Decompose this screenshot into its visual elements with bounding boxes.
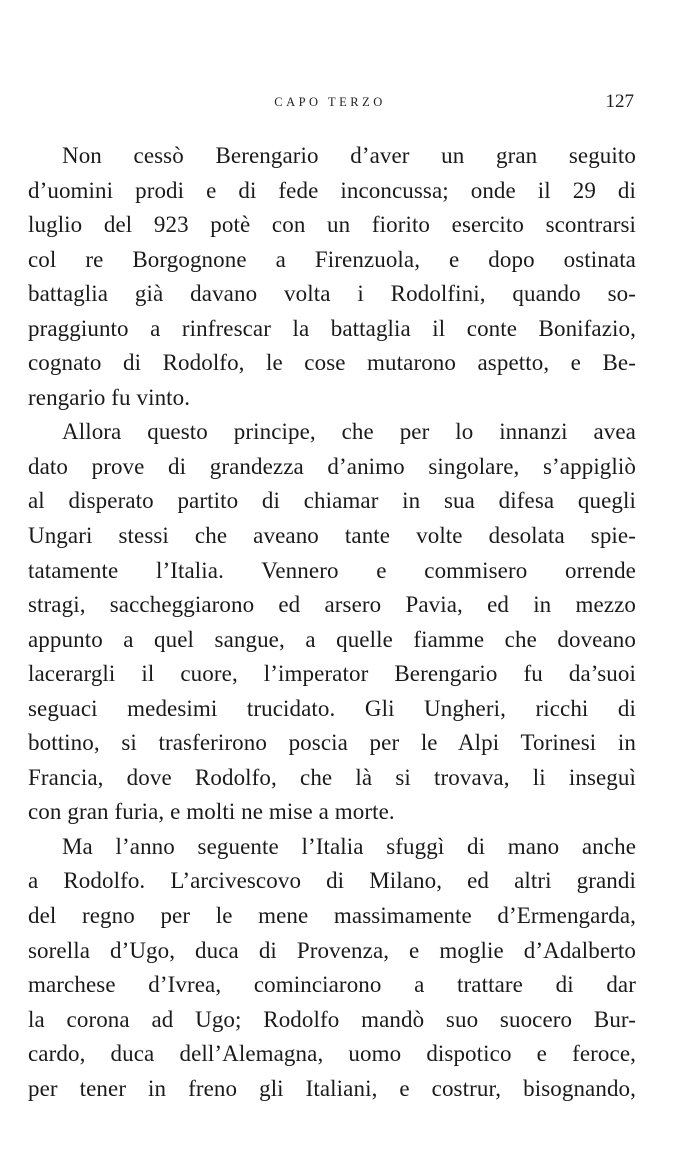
text-line: per tener in freno gli Italiani, e costrur, bisognando, <box>28 1075 636 1101</box>
text-line: Non cessò Berengario d’aver un gran seguito <box>62 143 636 168</box>
text-line: lacerargli il cuore, l’imperator Berengario fu da’suoi <box>28 661 636 687</box>
text-line: cognato di Rodolfo, le cose mutarono aspetto, e Be- <box>28 350 636 376</box>
text-line: d’uomini prodi e di fede inconcussa; onde il 29 di <box>28 177 636 203</box>
text-line: seguaci medesimi trucidato. Gli Ungheri, ricchi di <box>28 695 636 721</box>
text-line: tatamente l’Italia. Vennero e commisero orrende <box>28 557 636 583</box>
text-line: sorella d’Ugo, duca di Provenza, e moglie d’Adalberto <box>28 937 636 963</box>
text-line: del regno per le mene massimamente d’Ermengarda, <box>28 903 636 929</box>
text-line: battaglia già davano volta i Rodolfini, quando so- <box>28 281 636 307</box>
text-line: Ungari stessi che aveano tante volte desolata spie- <box>28 523 636 549</box>
text-line: luglio del 923 potè con un fiorito esercito scontrarsi <box>28 212 636 238</box>
page-number: 127 <box>605 91 634 112</box>
text-line: praggiunto a rinfrescar la battaglia il conte Bonifazio, <box>28 315 636 341</box>
text-line: bottino, si trasferirono poscia per le Alpi Torinesi in <box>28 730 636 756</box>
text-line: Ma l’anno seguente l’Italia sfuggì di mano anche <box>62 833 636 859</box>
body-text <box>28 139 636 1106</box>
text-line: Allora questo principe, che per lo innanzi avea <box>62 419 636 445</box>
text-line: appunto a quel sangue, a quelle fiamme che doveano <box>28 626 636 652</box>
text-line: stragi, saccheggiarono ed arsero Pavia, ed in mezzo <box>28 592 636 618</box>
text-line: rengario fu vinto. <box>28 384 191 410</box>
text-line: cardo, duca dell’Alemagna, uomo dispotico e feroce, <box>28 1041 636 1067</box>
text-line: marchese d’Ivrea, cominciarono a trattare di dar <box>28 972 636 998</box>
running-title: CAPO TERZO <box>274 95 386 109</box>
text-line: la corona ad Ugo; Rodolfo mandò suo suocero Bur- <box>28 1006 636 1032</box>
text-line: a Rodolfo. L’arcivescovo di Milano, ed altri grandi <box>28 868 636 894</box>
text-line: Francia, dove Rodolfo, che là si trovava, li inseguì <box>28 764 636 790</box>
text-line: con gran furia, e molti ne mise a morte. <box>28 799 395 825</box>
running-head <box>26 91 634 115</box>
text-line: al disperato partito di chiamar in sua difesa quegli <box>28 488 636 514</box>
text-line: col re Borgognone a Firenzuola, e dopo ostinata <box>28 246 636 272</box>
text-line: dato prove di grandezza d’animo singolare, s’appigliò <box>28 453 636 479</box>
